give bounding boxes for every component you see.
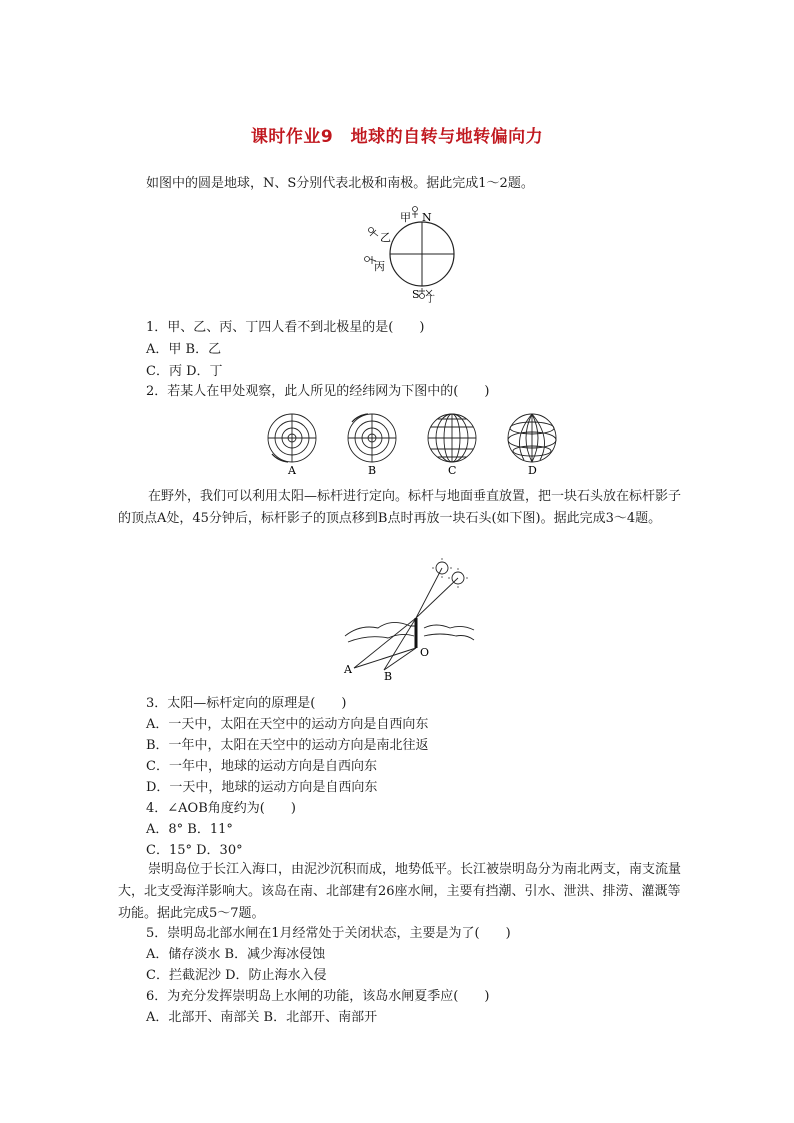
question-6: 6．为充分发挥崇明岛上水闸的功能，该岛水闸夏季应( ): [146, 989, 490, 1004]
figure1-label-ding: 丁: [426, 295, 436, 305]
page-title: 课时作业9 地球的自转与地转偏向力: [250, 127, 544, 147]
question-3-option-c: C．一年中，地球的运动方向是自西向东: [146, 759, 377, 774]
question-1-options-ab: A．甲 B．乙: [146, 342, 222, 357]
intro-text-3: 崇明岛位于长江入海口，由泥沙沉积而成，地势低平。长江被崇明岛分为南北两支，南支流量大，北支受海洋影响大。该岛在南、北部建有26座水闸，主要有挡潮、引水、泄洪、排涝、灌溉等功能。据此完成5～7题。: [118, 862, 682, 921]
question-1-options-cd: C．丙 D．丁: [146, 364, 223, 379]
question-6-options-ab: A．北部开、南部关 B．北部开、南部开: [146, 1010, 378, 1025]
sun-pole-figure: [340, 556, 480, 684]
earth-observer-figure: [360, 204, 460, 308]
question-5-options-ab: A．储存淡水 B．减少海冰侵蚀: [146, 947, 326, 962]
question-4-options-ab: A．8° B．11°: [146, 822, 233, 837]
figure1-label-jia: 甲: [400, 211, 411, 224]
question-5-options-cd: C．拦截泥沙 D．防止海水入侵: [146, 968, 327, 983]
question-4-options-cd: C．15° D．30°: [146, 843, 243, 858]
figure3-label-a: A: [344, 663, 352, 676]
intro-text-1: 如图中的圆是地球，N、S分别代表北极和南极。据此完成1～2题。: [146, 176, 534, 191]
intro-text-2: 在野外，我们可以利用太阳—标杆进行定向。标杆与地面垂直放置，把一块石头放在标杆影子的顶点A处，45分钟后，标杆影子的顶点移到B点时再放一块石头(如下图)。据此完成3～4题。: [118, 489, 682, 526]
question-2: 2．若某人在甲处观察，此人所见的经纬网为下图中的( ): [146, 384, 490, 399]
question-3: 3．太阳—标杆定向的原理是( ): [146, 696, 347, 711]
figure2-label-c: C: [448, 464, 457, 476]
question-3-option-b: B．一年中，太阳在天空中的运动方向是南北往返: [146, 738, 429, 753]
figure3-label-o: O: [420, 646, 430, 659]
question-3-option-a: A．一天中，太阳在天空中的运动方向是自西向东: [146, 717, 429, 732]
question-3-option-d: D．一天中，地球的运动方向是自西向东: [146, 780, 378, 795]
figure1-label-yi: 乙: [380, 231, 391, 244]
figure2-label-b: B: [368, 464, 377, 476]
question-1: 1．甲、乙、丙、丁四人看不到北极星的是( ): [146, 320, 425, 335]
figure2-label-a: A: [288, 464, 296, 476]
figure2-label-d: D: [528, 464, 537, 476]
question-5: 5．崇明岛北部水闸在1月经常处于关闭状态，主要是为了( ): [146, 926, 511, 941]
grid-options-figure: [262, 410, 562, 476]
figure1-label-s: S: [412, 288, 420, 301]
figure3-label-b: B: [384, 670, 393, 683]
figure1-label-bing: 丙: [374, 260, 385, 273]
question-4: 4．∠AOB角度约为( ): [146, 801, 296, 816]
figure1-label-n: N: [422, 211, 432, 224]
